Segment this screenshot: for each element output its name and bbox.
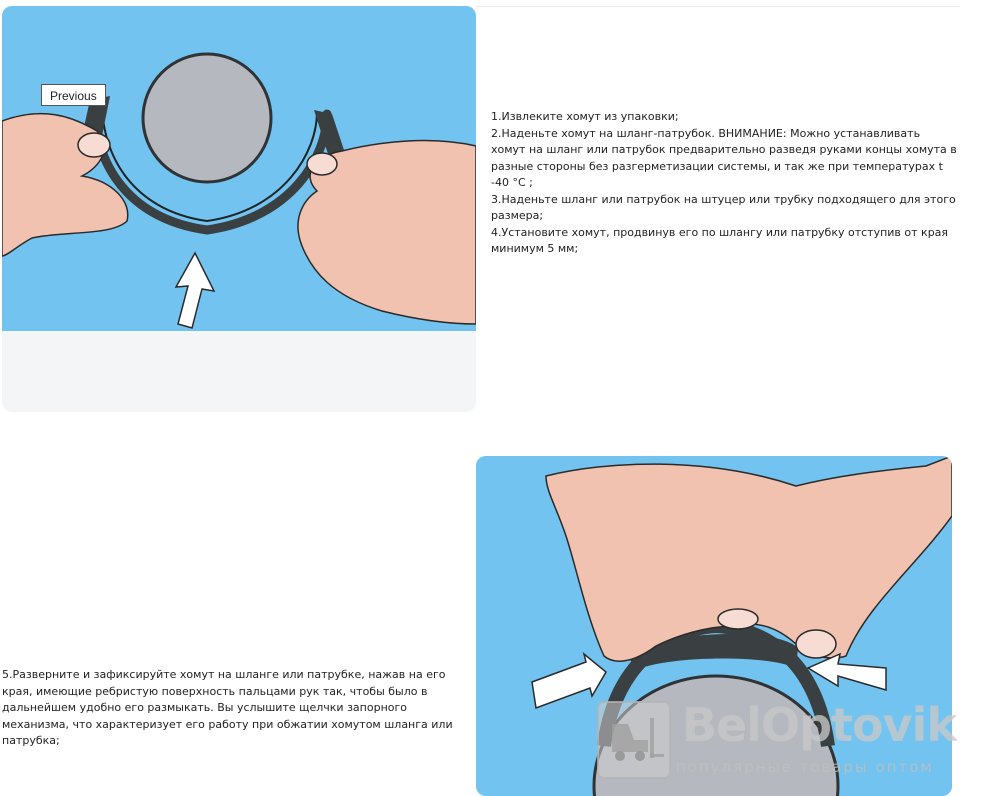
illustration-lock-clamp xyxy=(476,456,952,796)
step-line: 4.Установите хомут, продвинув его по шлангу или патрубку отступив от края минимум 5 мм; xyxy=(491,225,949,255)
thumbnail xyxy=(796,630,836,658)
steps-text-1 xyxy=(491,109,957,258)
step-line: 3.Наденьте шланг или патрубок на штуцер или трубку подходящего для этого размера; xyxy=(491,192,956,222)
top-divider xyxy=(476,6,960,7)
hose-circle xyxy=(143,54,271,182)
step-line: 5.Разверните и зафиксируйте хомут на шланге или патрубке, нажав на его края, имеющие ребристую поверхность пальцами рук так, чтобы было в дальнейшем удобно его размыкать. Вы услышите щелчки запорного механизма, что характеризует его работу при обжатии хомутом шланга или патрубка; xyxy=(2,668,453,747)
watermark-tagline: популярные товары оптом xyxy=(676,758,934,776)
step-line: 2.Наденьте хомут на шланг-патрубок. ВНИМАНИЕ: Можно устанавливать хомут на шланг или патрубок предварительно разведя руками концы хомута в разные стороны без разгерметизации системы, и так же при температурах t -40 °C ; xyxy=(491,126,957,189)
steps-text-2 xyxy=(2,667,466,750)
fingernail xyxy=(718,609,758,629)
step-line: 1.Извлеките хомут из упаковки; xyxy=(491,110,679,123)
left-thumbnail xyxy=(78,133,110,157)
watermark-brand: BelOptovik xyxy=(682,698,956,752)
illustration-open-clamp xyxy=(2,6,476,412)
previous-button[interactable]: Previous xyxy=(41,84,106,106)
illustration-card-1 xyxy=(2,6,476,412)
right-thumbnail xyxy=(307,153,337,175)
illustration-card-2 xyxy=(476,456,952,796)
